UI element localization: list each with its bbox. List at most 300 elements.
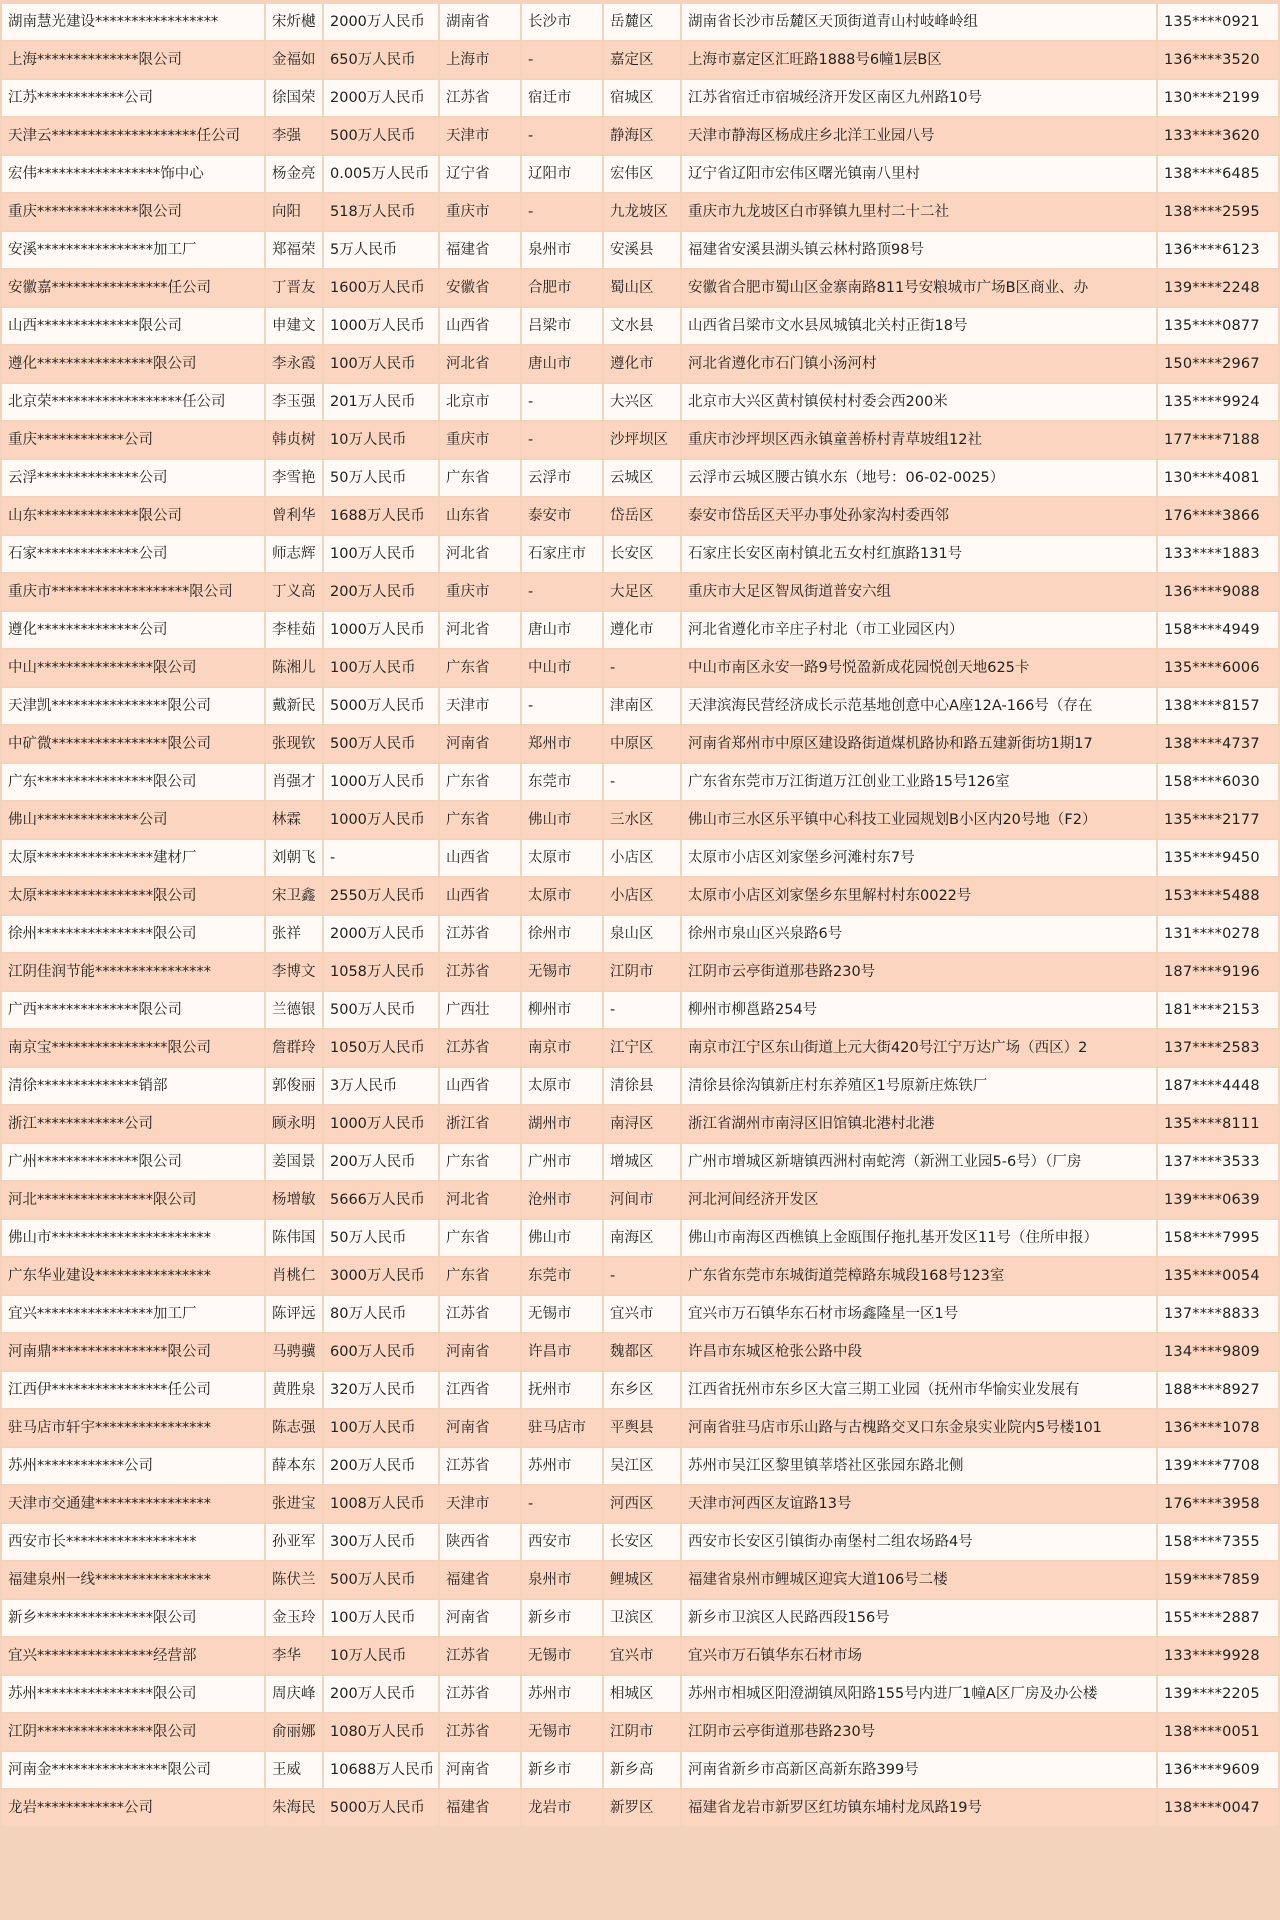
legal-rep-cell: 黄胜泉 bbox=[266, 1372, 322, 1408]
province-cell: 广东省 bbox=[440, 1220, 520, 1256]
registered-capital-cell: 80万人民币 bbox=[324, 1296, 438, 1332]
province-cell: 上海市 bbox=[440, 42, 520, 78]
company-name-cell: 清徐**************销部 bbox=[2, 1068, 264, 1104]
company-name-cell: 云浮**************公司 bbox=[2, 460, 264, 496]
table-row bbox=[2, 156, 1278, 192]
company-name-cell: 遵化**************公司 bbox=[2, 612, 264, 648]
district-cell: 增城区 bbox=[604, 1144, 680, 1180]
city-cell: 抚州市 bbox=[522, 1372, 602, 1408]
city-cell: 宿迁市 bbox=[522, 80, 602, 116]
district-cell: 遵化市 bbox=[604, 346, 680, 382]
company-name-cell: 天津凯****************限公司 bbox=[2, 688, 264, 724]
registered-capital-cell: 5666万人民币 bbox=[324, 1182, 438, 1218]
city-cell: 许昌市 bbox=[522, 1334, 602, 1370]
table-row bbox=[2, 1030, 1278, 1066]
company-name-cell: 安徽嘉****************任公司 bbox=[2, 270, 264, 306]
table-row bbox=[2, 80, 1278, 116]
province-cell: 河南省 bbox=[440, 726, 520, 762]
city-cell: 唐山市 bbox=[522, 346, 602, 382]
province-cell: 福建省 bbox=[440, 1790, 520, 1826]
phone-cell: 135****9450 bbox=[1158, 840, 1278, 876]
registered-capital-cell: 1008万人民币 bbox=[324, 1486, 438, 1522]
address-cell: 石家庄长安区南村镇北五女村红旗路131号 bbox=[682, 536, 1156, 572]
district-cell: 新罗区 bbox=[604, 1790, 680, 1826]
legal-rep-cell: 戴新民 bbox=[266, 688, 322, 724]
company-name-cell: 南京宝****************限公司 bbox=[2, 1030, 264, 1066]
city-cell: 新乡市 bbox=[522, 1752, 602, 1788]
company-name-cell: 广州**************限公司 bbox=[2, 1144, 264, 1180]
province-cell: 江苏省 bbox=[440, 80, 520, 116]
city-cell: 广州市 bbox=[522, 1144, 602, 1180]
city-cell: 无锡市 bbox=[522, 1296, 602, 1332]
address-cell: 徐州市泉山区兴泉路6号 bbox=[682, 916, 1156, 952]
province-cell: 天津市 bbox=[440, 1486, 520, 1522]
province-cell: 广西壮 bbox=[440, 992, 520, 1028]
district-cell: 相城区 bbox=[604, 1676, 680, 1712]
address-cell: 重庆市大足区智凤街道普安六组 bbox=[682, 574, 1156, 610]
address-cell: 福建省龙岩市新罗区红坊镇东埔村龙凤路19号 bbox=[682, 1790, 1156, 1826]
city-cell: 无锡市 bbox=[522, 1638, 602, 1674]
registered-capital-cell: 200万人民币 bbox=[324, 574, 438, 610]
phone-cell: 138****0047 bbox=[1158, 1790, 1278, 1826]
legal-rep-cell: 杨金亮 bbox=[266, 156, 322, 192]
company-name-cell: 石家**************公司 bbox=[2, 536, 264, 572]
city-cell: 南京市 bbox=[522, 1030, 602, 1066]
registered-capital-cell: 500万人民币 bbox=[324, 118, 438, 154]
company-name-cell: 广东华业建设**************** bbox=[2, 1258, 264, 1294]
province-cell: 江苏省 bbox=[440, 916, 520, 952]
table-row bbox=[2, 1296, 1278, 1332]
address-cell: 中山市南区永安一路9号悦盈新成花园悦创天地625卡 bbox=[682, 650, 1156, 686]
city-cell: 湖州市 bbox=[522, 1106, 602, 1142]
city-cell: 泰安市 bbox=[522, 498, 602, 534]
legal-rep-cell: 陈评远 bbox=[266, 1296, 322, 1332]
registered-capital-cell: 600万人民币 bbox=[324, 1334, 438, 1370]
phone-cell: 176****3866 bbox=[1158, 498, 1278, 534]
registered-capital-cell: 1000万人民币 bbox=[324, 764, 438, 800]
address-cell: 重庆市九龙坡区白市驿镇九里村二十二社 bbox=[682, 194, 1156, 230]
legal-rep-cell: 李玉强 bbox=[266, 384, 322, 420]
registered-capital-cell: 10688万人民币 bbox=[324, 1752, 438, 1788]
registered-capital-cell: 300万人民币 bbox=[324, 1524, 438, 1560]
district-cell: 九龙坡区 bbox=[604, 194, 680, 230]
district-cell: 魏都区 bbox=[604, 1334, 680, 1370]
legal-rep-cell: 金玉玲 bbox=[266, 1600, 322, 1636]
address-cell: 太原市小店区刘家堡乡河滩村东7号 bbox=[682, 840, 1156, 876]
company-name-cell: 重庆************公司 bbox=[2, 422, 264, 458]
table-row bbox=[2, 460, 1278, 496]
table-row bbox=[2, 1600, 1278, 1636]
phone-cell: 177****7188 bbox=[1158, 422, 1278, 458]
province-cell: 重庆市 bbox=[440, 422, 520, 458]
legal-rep-cell: 李华 bbox=[266, 1638, 322, 1674]
address-cell: 广州市增城区新塘镇西洲村南蛇湾（新洲工业园5-6号）（厂房 bbox=[682, 1144, 1156, 1180]
phone-cell: 187****4448 bbox=[1158, 1068, 1278, 1104]
table-row bbox=[2, 1144, 1278, 1180]
city-cell: 太原市 bbox=[522, 840, 602, 876]
table-row bbox=[2, 194, 1278, 230]
phone-cell: 136****6123 bbox=[1158, 232, 1278, 268]
table-row bbox=[2, 1106, 1278, 1142]
city-cell: - bbox=[522, 118, 602, 154]
province-cell: 江苏省 bbox=[440, 954, 520, 990]
registered-capital-cell: 5000万人民币 bbox=[324, 1790, 438, 1826]
address-cell: 许昌市东城区枪张公路中段 bbox=[682, 1334, 1156, 1370]
city-cell: 西安市 bbox=[522, 1524, 602, 1560]
city-cell: 沧州市 bbox=[522, 1182, 602, 1218]
legal-rep-cell: 孙亚军 bbox=[266, 1524, 322, 1560]
address-cell: 河南省驻马店市乐山路与古槐路交叉口东金泉实业院内5号楼101 bbox=[682, 1410, 1156, 1446]
city-cell: - bbox=[522, 574, 602, 610]
address-cell: 河北省遵化市石门镇小汤河村 bbox=[682, 346, 1156, 382]
address-cell: 江阴市云亭街道那巷路230号 bbox=[682, 1714, 1156, 1750]
province-cell: 江苏省 bbox=[440, 1030, 520, 1066]
registered-capital-cell: 1000万人民币 bbox=[324, 612, 438, 648]
registered-capital-cell: 100万人民币 bbox=[324, 650, 438, 686]
table-row bbox=[2, 1220, 1278, 1256]
address-cell: 天津滨海民营经济成长示范基地创意中心A座12A-166号（存在 bbox=[682, 688, 1156, 724]
address-cell: 天津市河西区友谊路13号 bbox=[682, 1486, 1156, 1522]
phone-cell: 138****2595 bbox=[1158, 194, 1278, 230]
province-cell: 河北省 bbox=[440, 346, 520, 382]
legal-rep-cell: 向阳 bbox=[266, 194, 322, 230]
city-cell: 吕梁市 bbox=[522, 308, 602, 344]
phone-cell: 139****2205 bbox=[1158, 1676, 1278, 1712]
registered-capital-cell: 2000万人民币 bbox=[324, 916, 438, 952]
table-row bbox=[2, 1562, 1278, 1598]
registered-capital-cell: 2000万人民币 bbox=[324, 4, 438, 40]
table-row bbox=[2, 1676, 1278, 1712]
address-cell: 河南省新乡市高新区高新东路399号 bbox=[682, 1752, 1156, 1788]
district-cell: 长安区 bbox=[604, 1524, 680, 1560]
district-cell: 卫滨区 bbox=[604, 1600, 680, 1636]
phone-cell: 136****3520 bbox=[1158, 42, 1278, 78]
province-cell: 重庆市 bbox=[440, 194, 520, 230]
district-cell: 宏伟区 bbox=[604, 156, 680, 192]
district-cell: 大足区 bbox=[604, 574, 680, 610]
phone-cell: 135****0921 bbox=[1158, 4, 1278, 40]
province-cell: 广东省 bbox=[440, 764, 520, 800]
district-cell: 蜀山区 bbox=[604, 270, 680, 306]
phone-cell: 133****9928 bbox=[1158, 1638, 1278, 1674]
district-cell: - bbox=[604, 1258, 680, 1294]
district-cell: 南海区 bbox=[604, 1220, 680, 1256]
registered-capital-cell: 3万人民币 bbox=[324, 1068, 438, 1104]
company-name-cell: 安溪****************加工厂 bbox=[2, 232, 264, 268]
address-cell: 宜兴市万石镇华东石材市场 bbox=[682, 1638, 1156, 1674]
registered-capital-cell: 50万人民币 bbox=[324, 1220, 438, 1256]
district-cell: 河间市 bbox=[604, 1182, 680, 1218]
phone-cell: 133****3620 bbox=[1158, 118, 1278, 154]
phone-cell: 187****9196 bbox=[1158, 954, 1278, 990]
district-cell: 静海区 bbox=[604, 118, 680, 154]
province-cell: 广东省 bbox=[440, 1144, 520, 1180]
city-cell: 太原市 bbox=[522, 878, 602, 914]
legal-rep-cell: 陈伏兰 bbox=[266, 1562, 322, 1598]
legal-rep-cell: 宋卫鑫 bbox=[266, 878, 322, 914]
legal-rep-cell: 詹群玲 bbox=[266, 1030, 322, 1066]
district-cell: 南浔区 bbox=[604, 1106, 680, 1142]
district-cell: 小店区 bbox=[604, 878, 680, 914]
table-row bbox=[2, 536, 1278, 572]
table-row bbox=[2, 726, 1278, 762]
province-cell: 重庆市 bbox=[440, 574, 520, 610]
address-cell: 云浮市云城区腰古镇水东（地号：06-02-0025） bbox=[682, 460, 1156, 496]
city-cell: 唐山市 bbox=[522, 612, 602, 648]
registered-capital-cell: 1000万人民币 bbox=[324, 802, 438, 838]
address-cell: 广东省东莞市东城街道莞樟路东城段168号123室 bbox=[682, 1258, 1156, 1294]
legal-rep-cell: 师志辉 bbox=[266, 536, 322, 572]
district-cell: - bbox=[604, 992, 680, 1028]
province-cell: 安徽省 bbox=[440, 270, 520, 306]
table-row bbox=[2, 764, 1278, 800]
city-cell: 无锡市 bbox=[522, 954, 602, 990]
company-name-cell: 广东****************限公司 bbox=[2, 764, 264, 800]
legal-rep-cell: 李永霞 bbox=[266, 346, 322, 382]
company-name-cell: 广西**************限公司 bbox=[2, 992, 264, 1028]
company-name-cell: 江阴****************限公司 bbox=[2, 1714, 264, 1750]
table-row bbox=[2, 4, 1278, 40]
registered-capital-cell: 320万人民币 bbox=[324, 1372, 438, 1408]
province-cell: 陕西省 bbox=[440, 1524, 520, 1560]
province-cell: 河南省 bbox=[440, 1600, 520, 1636]
address-cell: 清徐县徐沟镇新庄村东养殖区1号原新庄炼铁厂 bbox=[682, 1068, 1156, 1104]
company-name-cell: 江西伊****************任公司 bbox=[2, 1372, 264, 1408]
phone-cell: 139****2248 bbox=[1158, 270, 1278, 306]
province-cell: 河南省 bbox=[440, 1410, 520, 1446]
table-row bbox=[2, 916, 1278, 952]
province-cell: 江苏省 bbox=[440, 1296, 520, 1332]
company-name-cell: 佛山**************公司 bbox=[2, 802, 264, 838]
registered-capital-cell: 200万人民币 bbox=[324, 1144, 438, 1180]
district-cell: 宿城区 bbox=[604, 80, 680, 116]
phone-cell: 158****4949 bbox=[1158, 612, 1278, 648]
table-row bbox=[2, 1752, 1278, 1788]
city-cell: 太原市 bbox=[522, 1068, 602, 1104]
province-cell: 广东省 bbox=[440, 802, 520, 838]
registered-capital-cell: 1688万人民币 bbox=[324, 498, 438, 534]
city-cell: 新乡市 bbox=[522, 1600, 602, 1636]
company-name-cell: 浙江************公司 bbox=[2, 1106, 264, 1142]
province-cell: 北京市 bbox=[440, 384, 520, 420]
table-row bbox=[2, 1372, 1278, 1408]
district-cell: 吴江区 bbox=[604, 1448, 680, 1484]
city-cell: - bbox=[522, 384, 602, 420]
phone-cell: 158****7355 bbox=[1158, 1524, 1278, 1560]
legal-rep-cell: 马骋骥 bbox=[266, 1334, 322, 1370]
city-cell: - bbox=[522, 422, 602, 458]
table-row bbox=[2, 688, 1278, 724]
company-name-cell: 天津云********************任公司 bbox=[2, 118, 264, 154]
phone-cell: 136****9088 bbox=[1158, 574, 1278, 610]
company-name-cell: 山东**************限公司 bbox=[2, 498, 264, 534]
phone-cell: 135****6006 bbox=[1158, 650, 1278, 686]
legal-rep-cell: 陈伟国 bbox=[266, 1220, 322, 1256]
company-name-cell: 西安市长****************** bbox=[2, 1524, 264, 1560]
registered-capital-cell: 100万人民币 bbox=[324, 1410, 438, 1446]
district-cell: 津南区 bbox=[604, 688, 680, 724]
legal-rep-cell: 李博文 bbox=[266, 954, 322, 990]
province-cell: 天津市 bbox=[440, 118, 520, 154]
city-cell: 泉州市 bbox=[522, 1562, 602, 1598]
district-cell: 鲤城区 bbox=[604, 1562, 680, 1598]
phone-cell: 136****9609 bbox=[1158, 1752, 1278, 1788]
phone-cell: 181****2153 bbox=[1158, 992, 1278, 1028]
company-listing-table bbox=[0, 2, 1280, 1828]
phone-cell: 153****5488 bbox=[1158, 878, 1278, 914]
table-row bbox=[2, 1258, 1278, 1294]
company-name-cell: 江苏************公司 bbox=[2, 80, 264, 116]
phone-cell: 131****0278 bbox=[1158, 916, 1278, 952]
city-cell: - bbox=[522, 688, 602, 724]
address-cell: 宜兴市万石镇华东石材市场鑫隆星一区1号 bbox=[682, 1296, 1156, 1332]
city-cell: 苏州市 bbox=[522, 1676, 602, 1712]
district-cell: 长安区 bbox=[604, 536, 680, 572]
legal-rep-cell: 兰德银 bbox=[266, 992, 322, 1028]
province-cell: 河北省 bbox=[440, 536, 520, 572]
table-row bbox=[2, 346, 1278, 382]
address-cell: 佛山市三水区乐平镇中心科技工业园规划B小区内20号地（F2） bbox=[682, 802, 1156, 838]
company-name-cell: 上海**************限公司 bbox=[2, 42, 264, 78]
table-row bbox=[2, 992, 1278, 1028]
province-cell: 广东省 bbox=[440, 460, 520, 496]
address-cell: 佛山市南海区西樵镇上金瓯围仔拖扎基开发区11号（住所申报） bbox=[682, 1220, 1156, 1256]
phone-cell: 137****8833 bbox=[1158, 1296, 1278, 1332]
phone-cell: 135****0054 bbox=[1158, 1258, 1278, 1294]
phone-cell: 133****1883 bbox=[1158, 536, 1278, 572]
legal-rep-cell: 王威 bbox=[266, 1752, 322, 1788]
address-cell: 上海市嘉定区汇旺路1888号6幢1层B区 bbox=[682, 42, 1156, 78]
legal-rep-cell: 薛本东 bbox=[266, 1448, 322, 1484]
district-cell: 遵化市 bbox=[604, 612, 680, 648]
legal-rep-cell: 张现钦 bbox=[266, 726, 322, 762]
registered-capital-cell: 500万人民币 bbox=[324, 1562, 438, 1598]
legal-rep-cell: 丁晋友 bbox=[266, 270, 322, 306]
registered-capital-cell: 3000万人民币 bbox=[324, 1258, 438, 1294]
company-name-cell: 重庆**************限公司 bbox=[2, 194, 264, 230]
company-name-cell: 徐州****************限公司 bbox=[2, 916, 264, 952]
table-row bbox=[2, 42, 1278, 78]
city-cell: 合肥市 bbox=[522, 270, 602, 306]
registered-capital-cell: 200万人民币 bbox=[324, 1448, 438, 1484]
company-name-cell: 重庆市*******************限公司 bbox=[2, 574, 264, 610]
registered-capital-cell: 100万人民币 bbox=[324, 346, 438, 382]
registered-capital-cell: 201万人民币 bbox=[324, 384, 438, 420]
city-cell: 辽阳市 bbox=[522, 156, 602, 192]
table-row bbox=[2, 1448, 1278, 1484]
address-cell: 南京市江宁区东山街道上元大街420号江宁万达广场（西区）2 bbox=[682, 1030, 1156, 1066]
table-row bbox=[2, 954, 1278, 990]
registered-capital-cell: 10万人民币 bbox=[324, 422, 438, 458]
registered-capital-cell: - bbox=[324, 840, 438, 876]
province-cell: 江苏省 bbox=[440, 1676, 520, 1712]
company-name-cell: 河南鼎****************限公司 bbox=[2, 1334, 264, 1370]
registered-capital-cell: 1058万人民币 bbox=[324, 954, 438, 990]
province-cell: 湖南省 bbox=[440, 4, 520, 40]
city-cell: 东莞市 bbox=[522, 1258, 602, 1294]
district-cell: - bbox=[604, 650, 680, 686]
phone-cell: 138****6485 bbox=[1158, 156, 1278, 192]
phone-cell: 134****9809 bbox=[1158, 1334, 1278, 1370]
registered-capital-cell: 1600万人民币 bbox=[324, 270, 438, 306]
phone-cell: 135****9924 bbox=[1158, 384, 1278, 420]
province-cell: 山西省 bbox=[440, 308, 520, 344]
address-cell: 安徽省合肥市蜀山区金寨南路811号安粮城市广场B区商业、办 bbox=[682, 270, 1156, 306]
company-name-cell: 遵化****************限公司 bbox=[2, 346, 264, 382]
phone-cell: 188****8927 bbox=[1158, 1372, 1278, 1408]
province-cell: 辽宁省 bbox=[440, 156, 520, 192]
registered-capital-cell: 518万人民币 bbox=[324, 194, 438, 230]
company-name-cell: 天津市交通建**************** bbox=[2, 1486, 264, 1522]
table-row bbox=[2, 1638, 1278, 1674]
address-cell: 山西省吕梁市文水县凤城镇北关村正街18号 bbox=[682, 308, 1156, 344]
district-cell: 宜兴市 bbox=[604, 1638, 680, 1674]
table-row bbox=[2, 612, 1278, 648]
legal-rep-cell: 曾利华 bbox=[266, 498, 322, 534]
registered-capital-cell: 200万人民币 bbox=[324, 1676, 438, 1712]
address-cell: 福建省安溪县湖头镇云林村路顶98号 bbox=[682, 232, 1156, 268]
address-cell: 江苏省宿迁市宿城经济开发区南区九州路10号 bbox=[682, 80, 1156, 116]
city-cell: 长沙市 bbox=[522, 4, 602, 40]
phone-cell: 130****2199 bbox=[1158, 80, 1278, 116]
district-cell: 中原区 bbox=[604, 726, 680, 762]
district-cell: 安溪县 bbox=[604, 232, 680, 268]
province-cell: 山西省 bbox=[440, 1068, 520, 1104]
address-cell: 广东省东莞市万江街道万江创业工业路15号126室 bbox=[682, 764, 1156, 800]
phone-cell: 135****2177 bbox=[1158, 802, 1278, 838]
city-cell: 柳州市 bbox=[522, 992, 602, 1028]
district-cell: 岱岳区 bbox=[604, 498, 680, 534]
district-cell: 河西区 bbox=[604, 1486, 680, 1522]
company-name-cell: 新乡****************限公司 bbox=[2, 1600, 264, 1636]
district-cell: 沙坪坝区 bbox=[604, 422, 680, 458]
address-cell: 泰安市岱岳区天平办事处孙家沟村委西邻 bbox=[682, 498, 1156, 534]
table-row bbox=[2, 1334, 1278, 1370]
legal-rep-cell: 金福如 bbox=[266, 42, 322, 78]
address-cell: 福建省泉州市鲤城区迎宾大道106号二楼 bbox=[682, 1562, 1156, 1598]
city-cell: 无锡市 bbox=[522, 1714, 602, 1750]
province-cell: 江西省 bbox=[440, 1372, 520, 1408]
company-name-cell: 苏州****************限公司 bbox=[2, 1676, 264, 1712]
address-cell: 辽宁省辽阳市宏伟区曙光镇南八里村 bbox=[682, 156, 1156, 192]
table-row bbox=[2, 840, 1278, 876]
registered-capital-cell: 500万人民币 bbox=[324, 992, 438, 1028]
registered-capital-cell: 50万人民币 bbox=[324, 460, 438, 496]
phone-cell: 138****0051 bbox=[1158, 1714, 1278, 1750]
city-cell: 徐州市 bbox=[522, 916, 602, 952]
address-cell: 河北河间经济开发区 bbox=[682, 1182, 1156, 1218]
company-name-cell: 江阴佳润节能**************** bbox=[2, 954, 264, 990]
city-cell: 云浮市 bbox=[522, 460, 602, 496]
registered-capital-cell: 500万人民币 bbox=[324, 726, 438, 762]
phone-cell: 137****2583 bbox=[1158, 1030, 1278, 1066]
legal-rep-cell: 杨增敏 bbox=[266, 1182, 322, 1218]
province-cell: 山西省 bbox=[440, 840, 520, 876]
legal-rep-cell: 陈湘儿 bbox=[266, 650, 322, 686]
district-cell: 三水区 bbox=[604, 802, 680, 838]
address-cell: 重庆市沙坪坝区西永镇童善桥村青草坡组12社 bbox=[682, 422, 1156, 458]
province-cell: 山西省 bbox=[440, 878, 520, 914]
city-cell: 驻马店市 bbox=[522, 1410, 602, 1446]
table-row bbox=[2, 1714, 1278, 1750]
city-cell: 中山市 bbox=[522, 650, 602, 686]
district-cell: 江阴市 bbox=[604, 954, 680, 990]
district-cell: - bbox=[604, 764, 680, 800]
province-cell: 天津市 bbox=[440, 688, 520, 724]
company-name-cell: 北京荣******************任公司 bbox=[2, 384, 264, 420]
table-row bbox=[2, 118, 1278, 154]
province-cell: 江苏省 bbox=[440, 1448, 520, 1484]
